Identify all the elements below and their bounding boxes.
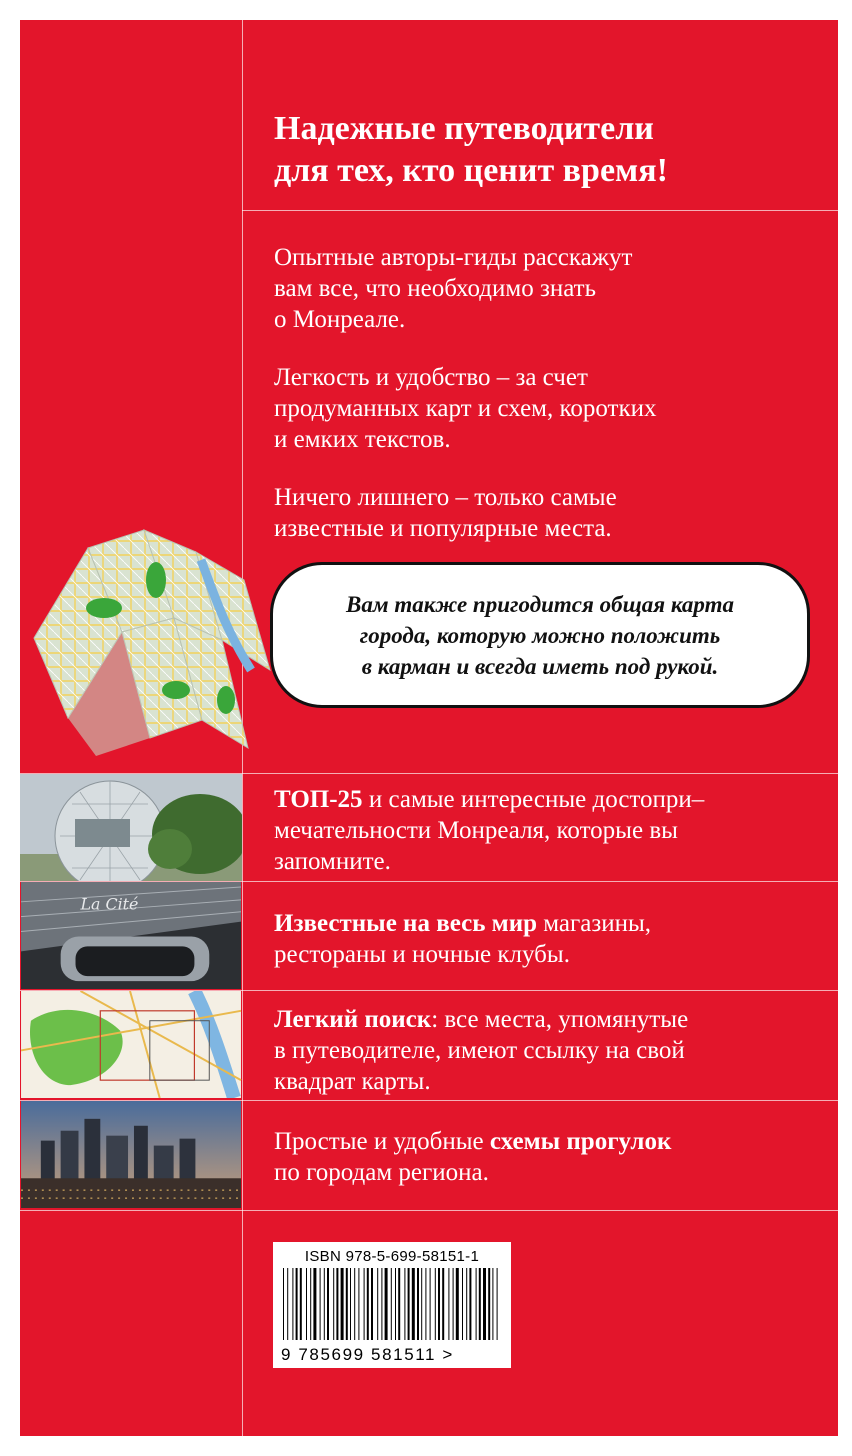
shopping-street-photo-icon — [20, 882, 242, 989]
isbn-barcode — [273, 1242, 511, 1368]
text-line: вам все, что необходимо знать — [274, 275, 596, 302]
text-line: Ничего лишнего – только самые — [274, 484, 617, 511]
cover-headline — [274, 108, 834, 192]
feature-highlight: Легкий поиск — [274, 1006, 432, 1033]
text-line: рестораны и ночные клубы. — [274, 941, 570, 968]
text-line: запомните. — [274, 848, 391, 875]
text-line: по городам региона. — [274, 1159, 489, 1186]
text-line: продуманных карт и схем, коротких — [274, 395, 657, 422]
feature-shops — [274, 908, 834, 970]
feature-highlight: Известные на весь мир — [274, 910, 538, 937]
text-line: в карман и всегда иметь под рукой. — [361, 653, 719, 679]
svg-text:La Cité: La Cité — [80, 894, 139, 914]
feature-highlight: ТОП-25 — [274, 786, 363, 813]
feature-search — [274, 1004, 834, 1097]
text-line: известные и популярные места. — [274, 515, 612, 542]
text-line: мечательности Монреаля, которые вы — [274, 817, 678, 844]
text-line: Вам также пригодится общая карта — [345, 591, 735, 617]
title-divider — [242, 210, 838, 211]
text-line: о Монреале. — [274, 306, 406, 333]
feature-walks — [274, 1126, 834, 1188]
intro-paragraph-convenience — [274, 362, 834, 455]
text-line: города, которую можно положить — [359, 622, 721, 648]
mini-map-photo-icon — [20, 991, 242, 1098]
feature-top25 — [274, 784, 834, 877]
text-line: Легкость и удобство – за счет — [274, 364, 588, 391]
text-line: и самые интересные достопри– — [362, 786, 705, 813]
book-back-cover — [20, 20, 838, 1436]
headline-line: для тех, кто ценит время! — [274, 152, 668, 189]
barcode-bars-icon — [281, 1268, 503, 1340]
intro-paragraph-essentials — [274, 482, 834, 544]
text-line: Простые и удобные — [274, 1128, 490, 1155]
text-line: в путеводителе, имеют ссылку на свой — [274, 1037, 685, 1064]
text-line: Опытные авторы-гиды расскажут — [274, 244, 633, 271]
section-divider — [20, 1210, 838, 1211]
headline-line: Надежные путеводители — [274, 110, 654, 147]
text-line: : все места, упомянутые — [431, 1006, 689, 1033]
text-line: магазины, — [537, 910, 652, 937]
text-line: и емких текстов. — [274, 426, 451, 453]
city-skyline-photo-icon — [20, 1101, 242, 1208]
biosphere-photo-icon — [20, 774, 242, 881]
isbn-label: ISBN 978-5-699-58151-1 — [304, 1248, 480, 1265]
feature-highlight: схемы прогулок — [489, 1128, 672, 1155]
pocket-map-callout — [270, 562, 810, 708]
callout-text — [346, 589, 734, 682]
barcode-digits: 9 785699 581511 > — [281, 1345, 454, 1364]
folded-city-map-icon — [26, 520, 296, 760]
text-line: квадрат карты. — [274, 1068, 431, 1095]
intro-paragraph-authors — [274, 242, 834, 335]
